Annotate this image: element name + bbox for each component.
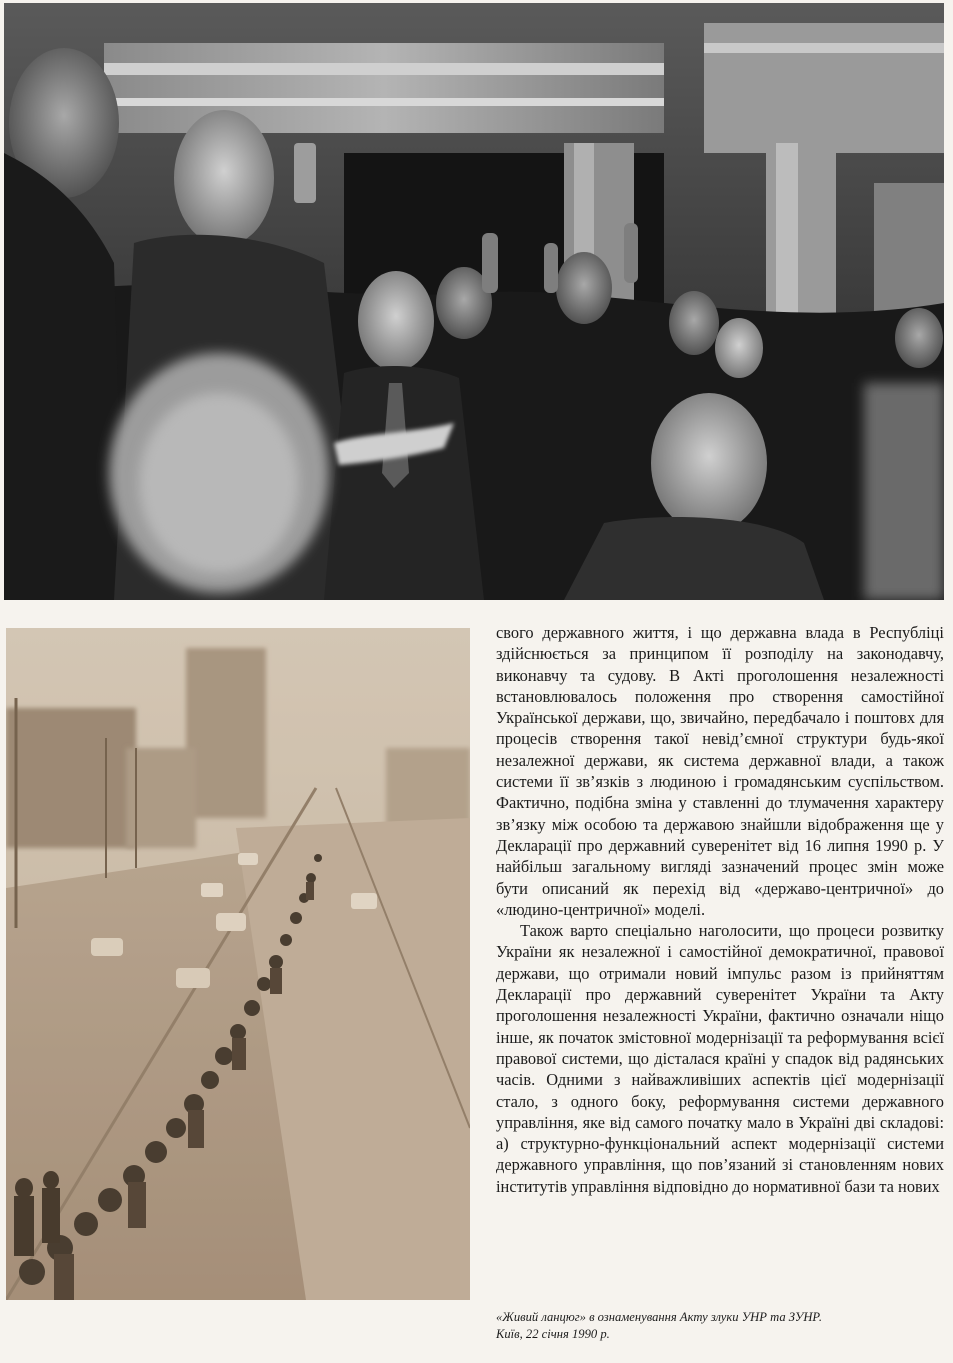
parliament-session-photo: [4, 3, 944, 600]
paragraph-1: свого державного життя, і що державна влада в Республіці здійснюється за принципом її розподілу на законодавчу, виконавчу та судову. В Акті проголошення незалежності встановлювалось положення про створення самостійної Української держави, що, звичайно, передбачало і поштовх для процесів створення такої невід’ємної структури будь-якої незалежної держави, як система державної влади, а також системи її зв’язків з людиною і громадянським суспільством. Фактично, подібна зміна у ставленні до тлумачення характеру зв’язку між особою та державою знайшли відображення ще у Декларації про державний суверенітет від 16 липня 1990 р. У найбільш загальному вигляді зазначений процес змін може бути описаний як перехід від «державо-центричної» до «людино-центричної» моделі.: [496, 623, 944, 919]
caption-line-2: Київ, 22 січня 1990 р.: [496, 1326, 610, 1341]
living-chain-photo: [6, 628, 470, 1300]
body-text: [496, 622, 944, 1197]
caption-line-1: «Живий ланцюг» в ознаменування Акту злуки УНР та ЗУНР.: [496, 1310, 823, 1324]
photo-caption: [496, 1309, 936, 1342]
living-chain-drawing: [6, 628, 470, 1300]
paragraph-2: Також варто спеціально наголосити, що процеси розвитку України як незалежної і самостійної демократичної, правової держави, що отримали новий імпульс разом із прийняттям Декларації про державний суверенітет України та Акту проголошення незалежності України, фактично означали ніщо інше, як початок змістовної модернізації та реформування всієї правової системи, що дісталася країні у спадок від радянських часів. Одними з найважливіших аспектів цієї модернізації стало, з одного боку, реформування системи державного управління, яке від самого початку мало в Україні дві складові: а) структурно-функціональний аспект модернізації системи державного управління, що пов’язаний зі становленням нових інститутів управління відповідно до нормативної бази та нових: [496, 921, 944, 1196]
parliament-photo-drawing: [4, 3, 944, 600]
